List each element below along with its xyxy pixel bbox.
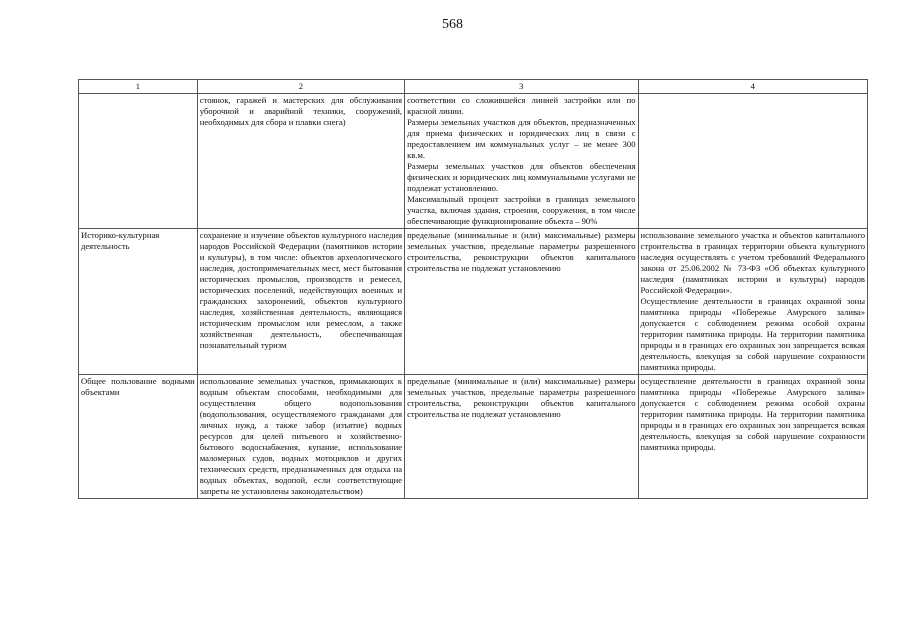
table-row [79, 94, 868, 229]
table-row [79, 229, 868, 375]
use-type-text: Общее пользование водными объектами [81, 376, 195, 398]
table-header-row [79, 80, 868, 94]
page-number: 568 [442, 17, 463, 32]
use-description-text: стоянок, гаражей и мастерских для обслуживания уборочной и аварийной техники, сооружений, необходимых для сбора и плавки снега) [199, 95, 403, 128]
parameters-cell [405, 375, 638, 499]
use-type-text: Историко-культурная деятельность [81, 230, 160, 252]
use-type-cell [79, 94, 198, 229]
parameters-cell [405, 94, 638, 229]
parameters-text: предельные (минимальные и (или) максимальные) размеры земельных участков, предельные параметры разрешенного строительства, реконструкции объектов капитального строительства не подлежат установлению [407, 230, 636, 274]
column-header-4: 4 [638, 80, 867, 94]
use-description-cell [197, 229, 404, 375]
use-description-text: использование земельных участков, примыкающих к водным объектам способами, необходимыми для осуществления общего водопользования (водопользования, осуществляемого гражданами для личных нужд, а также забор (изъятие) водных ресурсов для целей питьевого и хозяйственно-бытового водоснабжения, купание, использование маломерных судов, водных мотоциклов и других технических средств, предназначенных для отдыха на водных объектах, водопой, если соответствующие запреты не установлены законодательством) [199, 376, 403, 497]
parameters-text: предельные (минимальные и (или) максимальные) размеры земельных участков, предельные параметры разрешенного строительства, реконструкции объектов капитального строительства не подлежат установлению [407, 376, 636, 420]
parameters-text: соответствии со сложившейся линией застройки или по красной линии. Размеры земельных участков для объектов, предназначенных для приема физических и юридических лиц в связи с предоставлением им коммунальных услуг – не менее 300 кв.м. Размеры земельных участков для объектов обеспечения физических и юридических лиц коммунальными услугами не подлежат установлению. Максимальный процент застройки в границах земельного участка, включая здания, строения, сооружения, в том числе обеспечивающие функционирование объекта – 90% [407, 95, 636, 227]
column-header-3: 3 [405, 80, 638, 94]
zoning-regulations-table [78, 79, 868, 499]
use-description-text: сохранение и изучение объектов культурного наследия народов Российской Федерации (памятников истории и культуры), в том числе: объектов археологического наследия, достопримечательных мест, мест бытования исторических промыслов, производств и ремесел, исторических поселений, недействующих военных и гражданских захоронений, объектов культурного наследия, хозяйственная деятельность, являющаяся историческим промыслом или ремеслом, а также хозяйственная деятельность, обеспечивающая познавательный туризм [199, 230, 403, 351]
parameters-cell [405, 229, 638, 375]
use-description-cell [197, 375, 404, 499]
use-type-cell [79, 229, 198, 375]
column-header-2: 2 [197, 80, 404, 94]
restrictions-cell [638, 94, 867, 229]
restrictions-text: осуществление деятельности в границах охранной зоны памятника природы «Побережье Амурского залива» допускается с соблюдением режима особой охраны территории памятника природы. На территории памятника природы и в границах его охранных зон запрещается всякая деятельность, влекущая за собой нарушение сохранности памятника природы. [640, 376, 865, 453]
column-header-1: 1 [79, 80, 198, 94]
use-type-cell [79, 375, 198, 499]
table-row [79, 375, 868, 499]
restrictions-text: использование земельного участка и объектов капитального строительства в границах территории объекта культурного наследия осуществлять с учетом требований Федерального закона от 25.06.2002 № 73-ФЗ «Об объектах культурного наследия (памятниках истории и культуры) народов Российской Федерации». Осуществление деятельности в границах охранной зоны памятника природы «Побережье Амурского залива» допускается с соблюдением режима особой охраны территории памятника природы. На территории памятника природы и в границах его охранных зон запрещается всякая деятельность, влекущая за собой нарушение сохранности памятника природы. [640, 230, 865, 373]
use-description-cell [197, 94, 404, 229]
restrictions-cell [638, 229, 867, 375]
restrictions-cell [638, 375, 867, 499]
